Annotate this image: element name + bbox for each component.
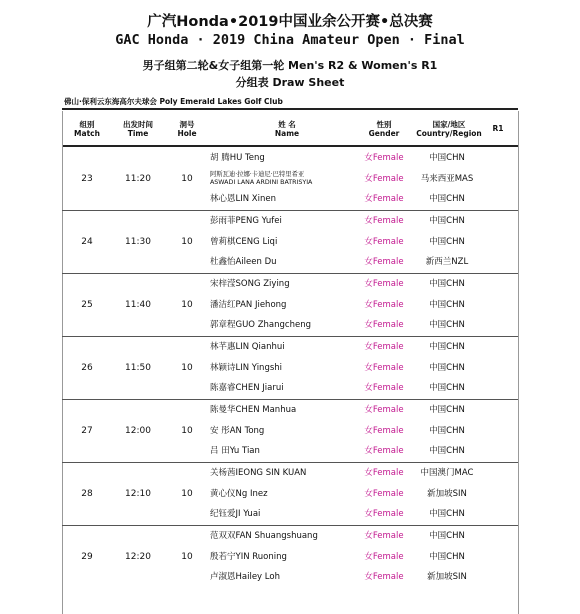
match-group [62,210,518,273]
player-name: 杜鑫怡Aileen Du [210,257,277,268]
player-country: 中国CHN [429,194,465,205]
match-number: 25 [81,300,93,310]
player-row [62,295,518,316]
player-gender: 女Female [364,216,404,226]
player-row [62,315,518,336]
player-row [62,463,518,484]
player-name: 陈曼华CHEN Manhua [210,405,297,415]
player-name: 陈嘉睿CHEN Jiarui [210,383,284,394]
player-name: 彭雨菲PENG Yufei [210,216,282,226]
player-row [62,547,518,568]
match-group [62,273,518,336]
col-header-hole: 洞号 Hole [177,120,197,138]
player-gender: 女Female [364,236,404,247]
player-country: 新西兰NZL [425,257,469,268]
player-row [62,526,518,547]
player-row [62,504,518,525]
tee-time: 12:20 [125,552,151,562]
player-name: 纪钰爱JI Yuai [210,509,261,520]
table-top-rule [62,108,518,110]
player-country: 中国CHN [429,279,465,289]
player-row [62,400,518,421]
player-row [62,252,518,273]
player-name: 郭章程GUO Zhangcheng [210,320,311,331]
player-country: 新加坡SIN [427,572,467,583]
player-gender: 女Female [364,173,404,184]
match-number: 23 [81,174,93,184]
player-name: 宋梓滢SONG Ziying [210,279,290,289]
player-row [62,421,518,442]
player-row [62,567,518,588]
player-gender: 女Female [364,446,404,457]
player-row [62,169,518,190]
player-country: 中国CHN [429,446,465,457]
player-gender: 女Female [364,488,404,499]
player-country: 中国CHN [429,342,465,352]
tee-time: 12:00 [125,426,151,436]
player-name: 范双双FAN Shuangshuang [210,531,318,541]
player-row [62,232,518,253]
match-group [62,462,518,525]
player-country: 中国CHN [429,425,465,436]
player-country: 中国CHN [429,320,465,331]
match-number: 24 [81,237,93,247]
player-name: 关杨茜IEONG SIN KUAN [210,468,307,478]
player-gender: 女Female [364,362,404,373]
start-hole: 10 [181,426,193,436]
match-number: 27 [81,426,93,436]
player-gender: 女Female [364,468,404,478]
draw-table-body [62,148,518,588]
col-header-r1: R1 [492,124,504,133]
col-header-gender: 性别 Gender [368,120,400,138]
start-hole: 10 [181,552,193,562]
player-name [210,171,312,188]
col-header-match: 组别 Match [74,120,100,138]
match-number: 28 [81,489,93,499]
col-header-name: 姓 名 Name [274,120,300,138]
player-gender: 女Female [364,257,404,268]
tee-time: 12:10 [125,489,151,499]
player-name: 林芊惠LIN Qianhui [210,342,285,352]
player-country: 中国CHN [429,405,465,415]
start-hole: 10 [181,237,193,247]
player-name: 殷若宁YIN Ruoning [210,551,287,562]
table-right-border [518,111,519,614]
player-country: 新加坡SIN [427,488,467,499]
tee-time: 11:20 [125,174,151,184]
player-country: 中国CHN [429,153,465,163]
player-country: 中国CHN [429,299,465,310]
player-row [62,441,518,462]
player-gender: 女Female [364,425,404,436]
player-country: 中国CHN [429,216,465,226]
player-row [62,358,518,379]
player-name: 林心恩LIN Xinen [210,194,276,205]
player-country: 中国CHN [429,236,465,247]
player-name: 潘洁红PAN Jiehong [210,299,287,310]
player-country: 中国CHN [429,362,465,373]
player-gender: 女Female [364,320,404,331]
match-number: 26 [81,363,93,373]
player-row [62,274,518,295]
match-group [62,336,518,399]
player-name: 吕 田Yu Tian [210,446,260,457]
player-gender: 女Female [364,342,404,352]
player-gender: 女Female [364,509,404,520]
title-chinese: 广汽Honda•2019中国业余公开赛•总决赛 [147,14,433,30]
start-hole: 10 [181,489,193,499]
player-country: 中国澳门MAC [420,468,474,478]
match-group [62,399,518,462]
player-gender: 女Female [364,405,404,415]
player-country: 中国CHN [429,383,465,394]
venue-line: 佛山·保利云东海高尔夫球会 Poly Emerald Lakes Golf Club [64,97,283,106]
title-english: GAC Honda · 2019 China Amateur Open · Final [115,32,465,48]
player-gender: 女Female [364,194,404,205]
tee-time: 11:40 [125,300,151,310]
round-line: 男子组第二轮&女子组第一轮 Men's R2 & Women's R1 [142,59,438,72]
match-group [62,148,518,210]
player-name: 曾莉棋CENG Liqi [210,236,278,247]
start-hole: 10 [181,300,193,310]
player-gender: 女Female [364,531,404,541]
player-gender: 女Female [364,383,404,394]
player-country: 马来西亚MAS [420,173,474,184]
player-row [62,484,518,505]
player-name-chinese: 阿斯瓦迪·拉娜·卡迪尼·巴特里希亚 [210,170,305,178]
player-row [62,148,518,169]
match-number: 29 [81,552,93,562]
player-row [62,337,518,358]
match-group [62,525,518,588]
sheet-line: 分组表 Draw Sheet [235,76,345,89]
col-header-country: 国家/地区 Country/Region [416,120,482,138]
player-name: 安 彤AN Tong [210,425,265,436]
player-row [62,378,518,399]
player-country: 中国CHN [429,509,465,520]
player-gender: 女Female [364,572,404,583]
tee-time: 11:50 [125,363,151,373]
player-country: 中国CHN [429,551,465,562]
start-hole: 10 [181,174,193,184]
player-gender: 女Female [364,299,404,310]
header-bottom-rule [62,145,518,147]
col-header-time: 出发时间 Time [123,120,153,138]
player-gender: 女Female [364,153,404,163]
player-name: 黄心仪Ng Inez [210,488,268,499]
player-name: 胡 腾HU Teng [210,153,265,163]
player-gender: 女Female [364,551,404,562]
start-hole: 10 [181,363,193,373]
player-row [62,211,518,232]
tee-time: 11:30 [125,237,151,247]
player-name: 林颖诗LIN Yingshi [210,362,283,373]
player-row [62,189,518,210]
player-gender: 女Female [364,279,404,289]
player-country: 中国CHN [429,531,465,541]
player-name-latin: ASWADI LANA ARDINI BATRISYIA [210,179,313,187]
player-name: 卢淑恩Hailey Loh [210,572,280,583]
